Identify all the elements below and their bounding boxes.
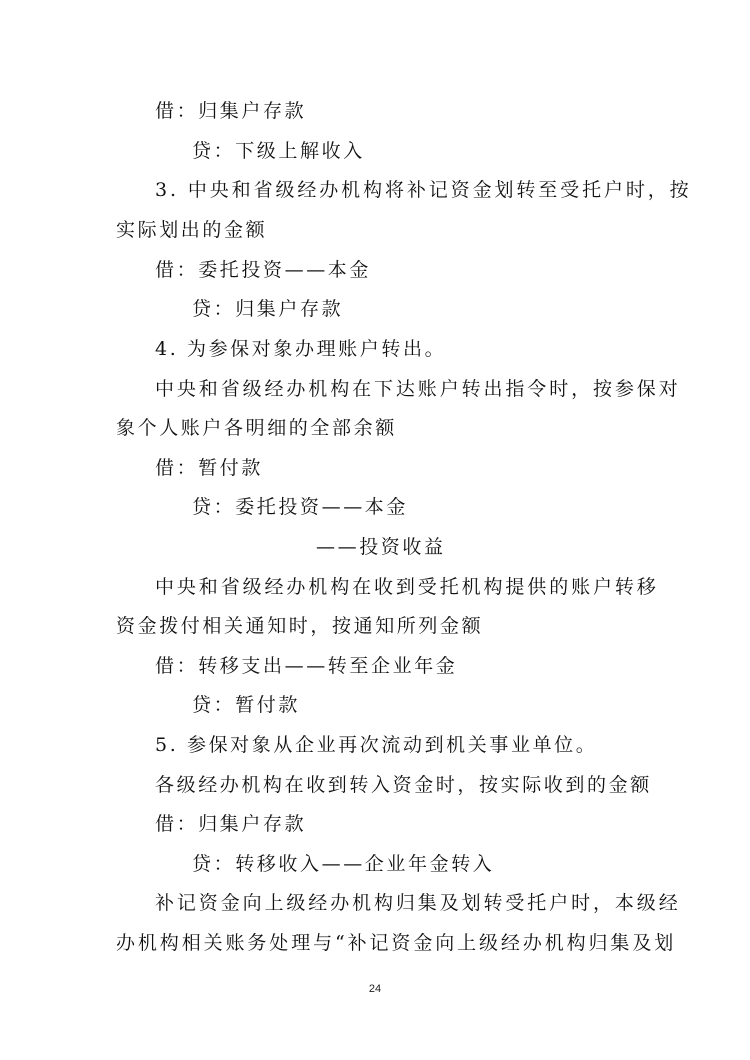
debit-entry-collection-deposit: 借：归集户存款 bbox=[155, 100, 307, 122]
page-number: 24 bbox=[368, 983, 382, 995]
credit-entry-investment-income: ——投资收益 bbox=[316, 536, 446, 558]
paragraph-final-line-2: 办机构相关账务处理与“补记资金向上级经办机构归集及划 bbox=[116, 932, 677, 954]
paragraph-3-line-1: 3. 中央和省级经办机构将补记资金划转至受托户时，按 bbox=[155, 179, 692, 201]
paragraph-final-line-1: 补记资金向上级经办机构归集及划转受托户时，本级经 bbox=[155, 892, 681, 914]
credit-entry-subordinate-income: 贷：下级上解收入 bbox=[192, 140, 365, 162]
debit-entry-transfer-expense: 借：转移支出——转至企业年金 bbox=[155, 655, 458, 677]
paragraph-5-heading: 5. 参保对象从企业再次流动到机关事业单位。 bbox=[155, 734, 598, 756]
paragraph-3-line-2: 实际划出的金额 bbox=[116, 219, 268, 241]
debit-entry-temporary-payment: 借：暂付款 bbox=[155, 457, 264, 479]
credit-entry-temporary-payment: 贷：暂付款 bbox=[192, 694, 301, 716]
paragraph-transfer-notice-line-2: 资金拨付相关通知时，按通知所列金额 bbox=[116, 615, 484, 637]
credit-entry-entrusted-principal: 贷：委托投资——本金 bbox=[192, 496, 409, 518]
credit-entry-transfer-income: 贷：转移收入——企业年金转入 bbox=[192, 853, 495, 875]
debit-entry-entrusted-investment: 借：委托投资——本金 bbox=[155, 259, 372, 281]
paragraph-transfer-notice-line-1: 中央和省级经办机构在收到受托机构提供的账户转移 bbox=[155, 576, 659, 598]
paragraph-4-heading: 4. 为参保对象办理账户转出。 bbox=[155, 338, 447, 360]
paragraph-4-line-1: 中央和省级经办机构在下达账户转出指令时，按参保对 bbox=[155, 378, 681, 400]
debit-entry-collection-deposit-2: 借：归集户存款 bbox=[155, 813, 307, 835]
credit-entry-collection-deposit: 贷：归集户存款 bbox=[192, 298, 344, 320]
paragraph-5-line-1: 各级经办机构在收到转入资金时，按实际收到的金额 bbox=[155, 774, 652, 796]
paragraph-4-line-2: 象个人账户各明细的全部余额 bbox=[116, 417, 397, 439]
